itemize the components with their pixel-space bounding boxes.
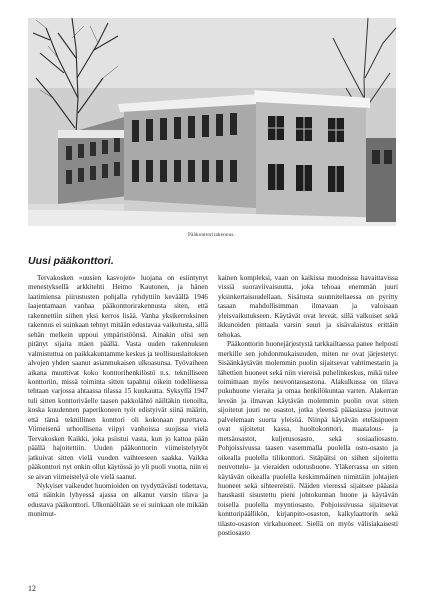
headquarters-photo [28, 18, 396, 226]
paragraph: Pääkonttorin huonejärjestystä tarkkailtaessa panee helposti merkille sen johdonmukaisuuden, miten ne ovat järjestetyt. Sisäänkäytävän molemmin puolin sijaitsevat vahtimestarin ja lähettien huoneet sekä niin viereisä puhelinkeskus, mikä tulee toimimaan myös neuvontaosastona. Alakulkussa on tilava pukuhuone vieraita ja omaa henkilökuntaa varten. Alakerran leveän ja ilmavan käytävän molemmin puolin ovat sitten sijoitetut juuri ne osastot, jotka yleensä pääasiassa joutuvat palvelemaan suurta yleisöä. Niinpä käytävän eteläsipueen ovat sijoitetut kassa, huoltokonttori, maatalous- ja metsäosastot, kuljetusosasto, sekä sosiaaliosasto. Pohjoissivussa taasen vasemmalla puolella osto-osasto ja oikealla puolella tilikonttori. Sitäpäitsi on siihen sijoitettu neuvottelu- ja vieraiden odotushuone. Yläkerrassa on sitten käytävän oikealla puolella keskimmäinen nimittäin johtajien huoneet sekä sihteereistö. Näiden vieressä sijaitsee pääasia hauskasti sisustettu pieni johtokunnan huone ja käytävän toisella puolella myyntiosasto. Pohjoissivussa sijaitsevat konttoripäällikön, kirjanpito-osaston, kalkylaattorin sekä tilasto-osaston virkahuoneet. Siellä on myös välisiakaisesti postiosasto [218, 340, 398, 538]
photo-caption: Pääkonttorirakennus. [188, 232, 235, 238]
paragraph: Tervakosken »uusien kasvojen» luojana on esiintynyt menestyksellä arkkitehti Heimo Kautonen, ja hänen laatimiensa piirustusten pohjalla ryhdyttiin keväällä 1946 laajentamaan vanhaa pääkonttorirakennusta siten, että rakennettiin siihen yksi kerros lisää. Vanha yksikerroksinen rakennus ei suinkaan tehnyt mitään edustavaa vaikutusta, sillä sehän melkein uppoui ympäristöönsä. Ainakin olisi sen pitänyt sijaita mäen päällä. Vasta uuden rakennuksen valmistuttua on paikkakuntamme keskus ja teollisuuslaitoksen alvojen yhden saanut asianmukaisen ulkoasunsa. Työvaiheen aikana muuttivat koko konttorihenkilöstö n.s. teknilliseen konttoriin, missä toiminta sitten tapahtui oikein todellisessa tehtaan varjossa ahtaassa tilassa 15 kuukautta. Syksyllä 1947 tuli sitten konttoriväelle taasen pakkolähtö näiltäkin tienoilta, koska kuudennen paperikoneen työt edistyivät siinä määrin, että tämä teknillinen konttori oli kokonaan purettava. Viimeisenä urhoollisena viipyi vanhoissa suojissa vielä Tervakosken Kaikki, joka psiistui vasta, kun jo kattoa pään päällä hajoitettiin. Uuden pääkonttorin viimeistelytyöt jatkuivat sitten vielä vuoden vaihteeseen saakka. Vaikka pääkonttori nyt onkin ollut käytössä jo yli puoli vuotta, niin ei se aivan viimeistelyä ole vielä saanut. [28, 274, 208, 481]
left-column [28, 274, 208, 576]
right-column [218, 274, 398, 576]
page-number: 12 [28, 584, 36, 593]
article-title: Uusi pääkonttori. [28, 255, 114, 267]
paragraph: kainen kompleksi, vaan on kaikissa muodoissa havaittavissa vissiä suoraviivaisuutta, joka tehoaa enemmän juuri yksinkertaisuudellaan. Sisätusta suunniteltaessa on pyritty tasaan mahdollisimman ilmavaan ja valoisaan yleisvaikutukseen. Käytävät ovat leveät, sillä valkoiset sekä ikkunoiden pintaala varsin suuri ja sisävalaistus erittäin tehokas. [218, 274, 398, 339]
paragraph: Nykyiset vaikeudet huomioiden on tyydyttävästi todettava, että näinkin lyhyessä ajassa on alkanut varsin tilava ja edustava pääkonttori. Ulkonäöltään se ei suinkaan ole mikään monimut- [28, 481, 208, 519]
